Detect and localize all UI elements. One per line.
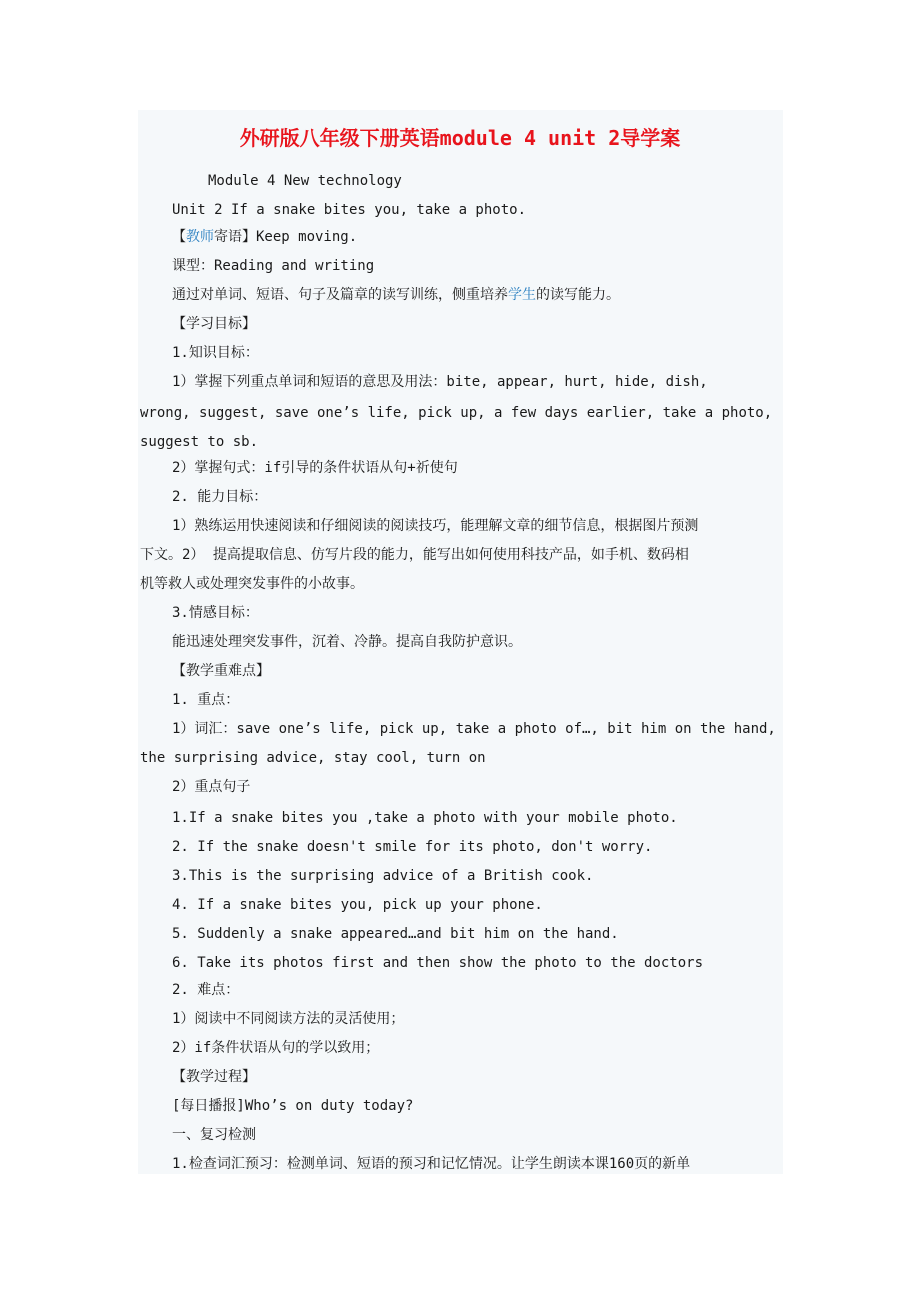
sentence-item: 1.If a snake bites you ,take a photo with your mobile photo. [172,810,678,826]
teacher-words [172,229,357,245]
sentence-item: 2. If the snake doesn't smile for its photo, don't worry. [172,839,653,855]
key-points: 1. 重点： [172,692,240,708]
difficult-item: 1）阅读中不同阅读方法的灵活使用； [172,1011,405,1027]
intro-before: 通过对单词、短语、句子及篇章的读写训练，侧重培养 [172,287,508,303]
document-title: 外研版八年级下册英语module 4 unit 2导学案 [239,126,681,150]
sentence-item: 3.This is the surprising advice of a British cook. [172,868,594,884]
difficult-points: 2. 难点： [172,982,240,998]
kg-item1-line1: 1）掌握下列重点单词和短语的意思及用法：bite, appear, hurt, hide, dish, [172,374,708,390]
ag-line2: 下文。2） 提高提取信息、仿写片段的能力，能写出如何使用科技产品，如手机、数码相 [140,547,689,563]
ag-line1: 1）熟练运用快速阅读和仔细阅读的阅读技巧，能理解文章的细节信息，根据图片预测 [172,518,699,534]
difficult-item: 2）if条件状语从句的学以致用； [172,1040,380,1056]
process-heading: 【教学过程】 [172,1069,256,1085]
intro-line [172,287,620,303]
teacher-words-open: 【 [172,229,186,245]
unit-line: Unit 2 If a snake bites you, take a photo. [172,202,527,218]
ag-line3: 机等救人或处理突发事件的小故事。 [140,576,364,592]
review-item: 1.检查词汇预习：检测单词、短语的预习和记忆情况。让学生朗读本课160页的新单 [172,1156,691,1172]
goals-heading: 【学习目标】 [172,316,256,332]
sentence-item: 4. If a snake bites you, pick up your phone. [172,897,543,913]
review-heading: 一、复习检测 [172,1127,256,1143]
emotion-text: 能迅速处理突发事件，沉着、冷静。提高自我防护意识。 [172,634,522,650]
vocab-line1: 1）词汇：save one’s life, pick up, take a photo of…, bit him on the hand, [172,721,776,737]
intro-after: 的读写能力。 [536,287,620,303]
student-link[interactable]: 学生 [508,287,536,303]
kg-item2: 2）掌握句式：if引导的条件状语从句+祈使句 [172,460,458,476]
sentence-item: 6. Take its photos first and then show the photo to the doctors [172,955,704,971]
sentence-item: 5. Suddenly a snake appeared…and bit him on the hand. [172,926,619,942]
vocab-line2: the surprising advice, stay cool, turn on [140,750,486,766]
ability-goal: 2. 能力目标： [172,489,268,505]
daily-report: [每日播报]Who’s on duty today? [172,1098,414,1114]
emotion-goal: 3.情感目标： [172,605,259,621]
module-line: Module 4 New technology [208,173,402,189]
kg-item1-line3: suggest to sb. [140,434,259,450]
knowledge-goal: 1.知识目标： [172,345,259,361]
lesson-type: 课型：Reading and writing [172,258,375,274]
key-sentences-heading: 2）重点句子 [172,779,251,795]
kg-item1-line2: wrong, suggest, save one’s life, pick up, a few days earlier, take a photo, [140,405,773,421]
teacher-words-rest: 寄语】Keep moving. [214,229,358,245]
key-difficult-heading: 【教学重难点】 [172,663,270,679]
teacher-link[interactable]: 教师 [186,229,214,245]
